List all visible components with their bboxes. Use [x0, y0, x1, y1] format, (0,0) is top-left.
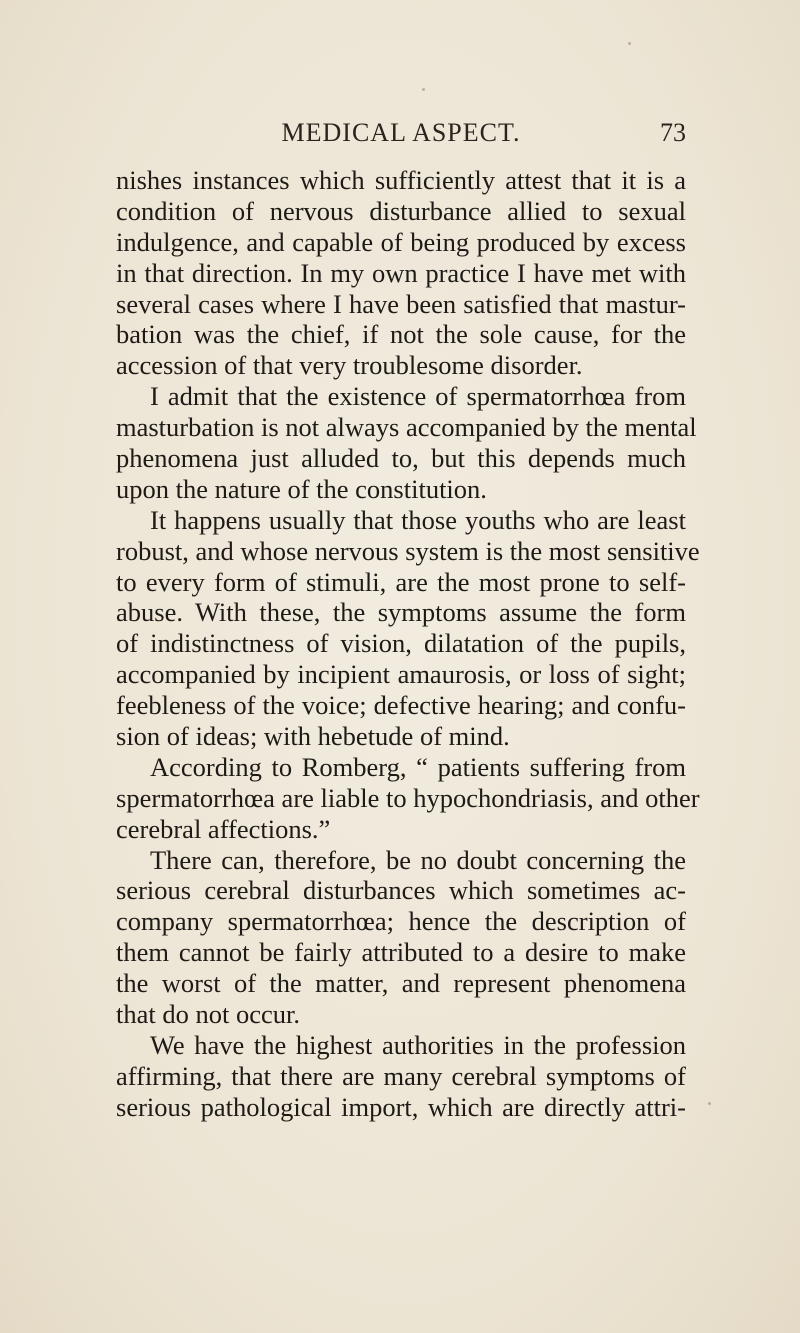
text-line: I admit that the existence of spermatorrhœa from: [150, 381, 686, 412]
text-line: spermatorrhœa are liable to hypochondriasis, and other: [116, 782, 700, 813]
text-line: indulgence, and capable of being produced by excess: [116, 226, 686, 257]
text-line: bation was the chief, if not the sole cause, for the: [116, 319, 686, 350]
page-number: 73: [660, 118, 686, 147]
text-line: feebleness of the voice; defective hearing; and confu-: [116, 690, 686, 721]
paper-speck: [628, 42, 631, 45]
text-line: abuse. With these, the symptoms assume the form: [116, 597, 686, 628]
running-title: MEDICAL ASPECT.: [281, 118, 521, 147]
body-text: [116, 165, 700, 1123]
text-line: There can, therefore, be no doubt concerning the: [150, 844, 686, 875]
text-line: sion of ideas; with hebetude of mind.: [116, 721, 510, 752]
text-line: that do not occur.: [116, 999, 300, 1030]
text-line: affirming, that there are many cerebral symptoms of: [116, 1060, 686, 1091]
text-line: condition of nervous disturbance allied to sexual: [116, 195, 686, 226]
text-line: robust, and whose nervous system is the most sensitive: [116, 535, 700, 566]
text-line: cerebral affections.”: [116, 813, 331, 844]
text-line: in that direction. In my own practice I have met with: [116, 257, 686, 288]
text-line: accompanied by incipient amaurosis, or loss of sight;: [116, 659, 686, 690]
text-line: them cannot be fairly attributed to a desire to make: [116, 937, 686, 968]
text-line: company spermatorrhœa; hence the description of: [116, 906, 686, 937]
text-line: several cases where I have been satisfied that mastur-: [116, 288, 686, 319]
text-line: It happens usually that those youths who are least: [150, 504, 686, 535]
text-line: masturbation is not always accompanied by the mental: [116, 412, 697, 443]
text-line: We have the highest authorities in the profession: [150, 1029, 686, 1060]
paper-speck: [422, 88, 425, 91]
text-line: the worst of the matter, and represent phenomena: [116, 968, 686, 999]
text-line: accession of that very troublesome disorder.: [116, 350, 583, 381]
text-line: phenomena just alluded to, but this depends much: [116, 443, 686, 474]
text-line: upon the nature of the constitution.: [116, 473, 487, 504]
text-line: serious cerebral disturbances which sometimes ac-: [116, 875, 686, 906]
text-line: According to Romberg, “ patients suffering from: [150, 751, 686, 782]
text-line: of indistinctness of vision, dilatation of the pupils,: [116, 628, 686, 659]
text-line: nishes instances which sufficiently attest that it is a: [116, 165, 686, 195]
paper-speck: [708, 1102, 711, 1105]
text-line: to every form of stimuli, are the most prone to self-: [116, 566, 686, 597]
text-line: serious pathological import, which are directly attri-: [116, 1091, 686, 1122]
running-head: [116, 118, 686, 152]
